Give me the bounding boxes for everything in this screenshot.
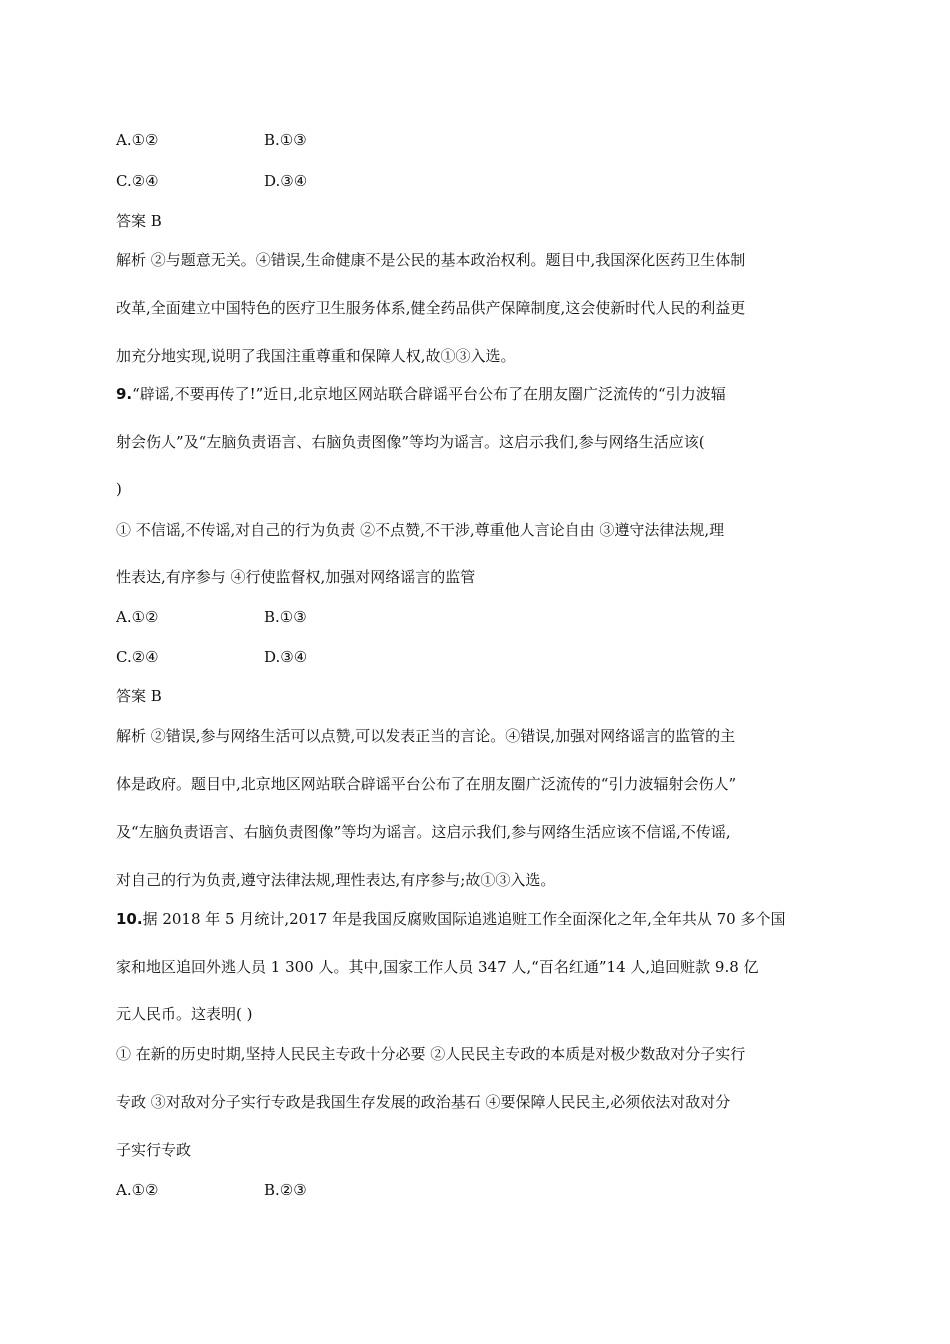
q9-stem-line-1 (116, 384, 836, 404)
q8-option-c: C.②④ (116, 172, 159, 190)
q9-analysis-line-4: 对自己的行为负责,遵守法律法规,理性表达,有序参与;故①③入选。 (116, 871, 556, 889)
q10-number: 10. (116, 910, 143, 928)
q9-statements-line-2: 性表达,有序参与 ④行使监督权,加强对网络谣言的监管 (116, 568, 476, 586)
q10-statements-line-2: 专政 ③对敌对分子实行专政是我国生存发展的政治基石 ④要保障人民民主,必须依法对敌对分 (116, 1093, 731, 1111)
q9-analysis-line-3: 及“左脑负责语言、右脑负责图像”等均为谣言。这启示我们,参与网络生活应该不信谣,不传谣, (116, 823, 731, 841)
q9-option-d: D.③④ (264, 648, 308, 666)
q10-statements-line-3: 子实行专政 (116, 1141, 192, 1159)
q9-number: 9. (116, 385, 133, 403)
q10-stem-line-3: 元人民币。这表明( ) (116, 1005, 253, 1023)
q9-stem-line-3: ) (116, 480, 122, 498)
q8-option-d: D.③④ (264, 172, 308, 190)
q9-stem-text-1: “辟谣,不要再传了!”近日,北京地区网站联合辟谣平台公布了在朋友圈广泛流传的“引力波辐 (132, 385, 726, 403)
q9-option-c: C.②④ (116, 648, 159, 666)
q9-analysis-line-1: 解析 ②错误,参与网络生活可以点赞,可以发表正当的言论。④错误,加强对网络谣言的监管的主 (116, 727, 736, 745)
q10-stem-line-2: 家和地区追回外逃人员 1 300 人。其中,国家工作人员 347 人,“百名红通”14 人,追回赃款 9.8 亿 (116, 958, 759, 976)
q10-option-a: A.①② (116, 1181, 159, 1199)
q8-option-b: B.①③ (264, 131, 307, 149)
q9-answer: 答案 B (116, 687, 162, 705)
q10-option-b: B.②③ (264, 1181, 307, 1199)
q9-stem-line-2: 射会伤人”及“左脑负责语言、右脑负责图像”等均为谣言。这启示我们,参与网络生活应该( (116, 433, 705, 451)
q8-analysis-line-2: 改革,全面建立中国特色的医疗卫生服务体系,健全药品供产保障制度,这会使新时代人民的利益更 (116, 299, 746, 317)
q9-option-a: A.①② (116, 608, 159, 626)
q8-analysis-line-1: 解析 ②与题意无关。④错误,生命健康不是公民的基本政治权利。题目中,我国深化医药卫生体制 (116, 251, 746, 269)
q8-option-a: A.①② (116, 131, 159, 149)
q9-statements-line-1: ① 不信谣,不传谣,对自己的行为负责 ②不点赞,不干涉,尊重他人言论自由 ③遵守法律法规,理 (116, 521, 725, 539)
q9-analysis-line-2: 体是政府。题目中,北京地区网站联合辟谣平台公布了在朋友圈广泛流传的“引力波辐射会伤人” (116, 775, 737, 793)
q10-stem-line-1 (116, 909, 836, 929)
q8-analysis-line-3: 加充分地实现,说明了我国注重尊重和保障人权,故①③入选。 (116, 347, 516, 365)
q10-statements-line-1: ① 在新的历史时期,坚持人民民主专政十分必要 ②人民民主专政的本质是对极少数敌对分子实行 (116, 1045, 746, 1063)
q10-stem-text-1: 据 2018 年 5 月统计,2017 年是我国反腐败国际追逃追赃工作全面深化之年,全年共从 70 多个国 (142, 910, 786, 928)
q8-answer: 答案 B (116, 212, 162, 230)
q9-option-b: B.①③ (264, 608, 307, 626)
